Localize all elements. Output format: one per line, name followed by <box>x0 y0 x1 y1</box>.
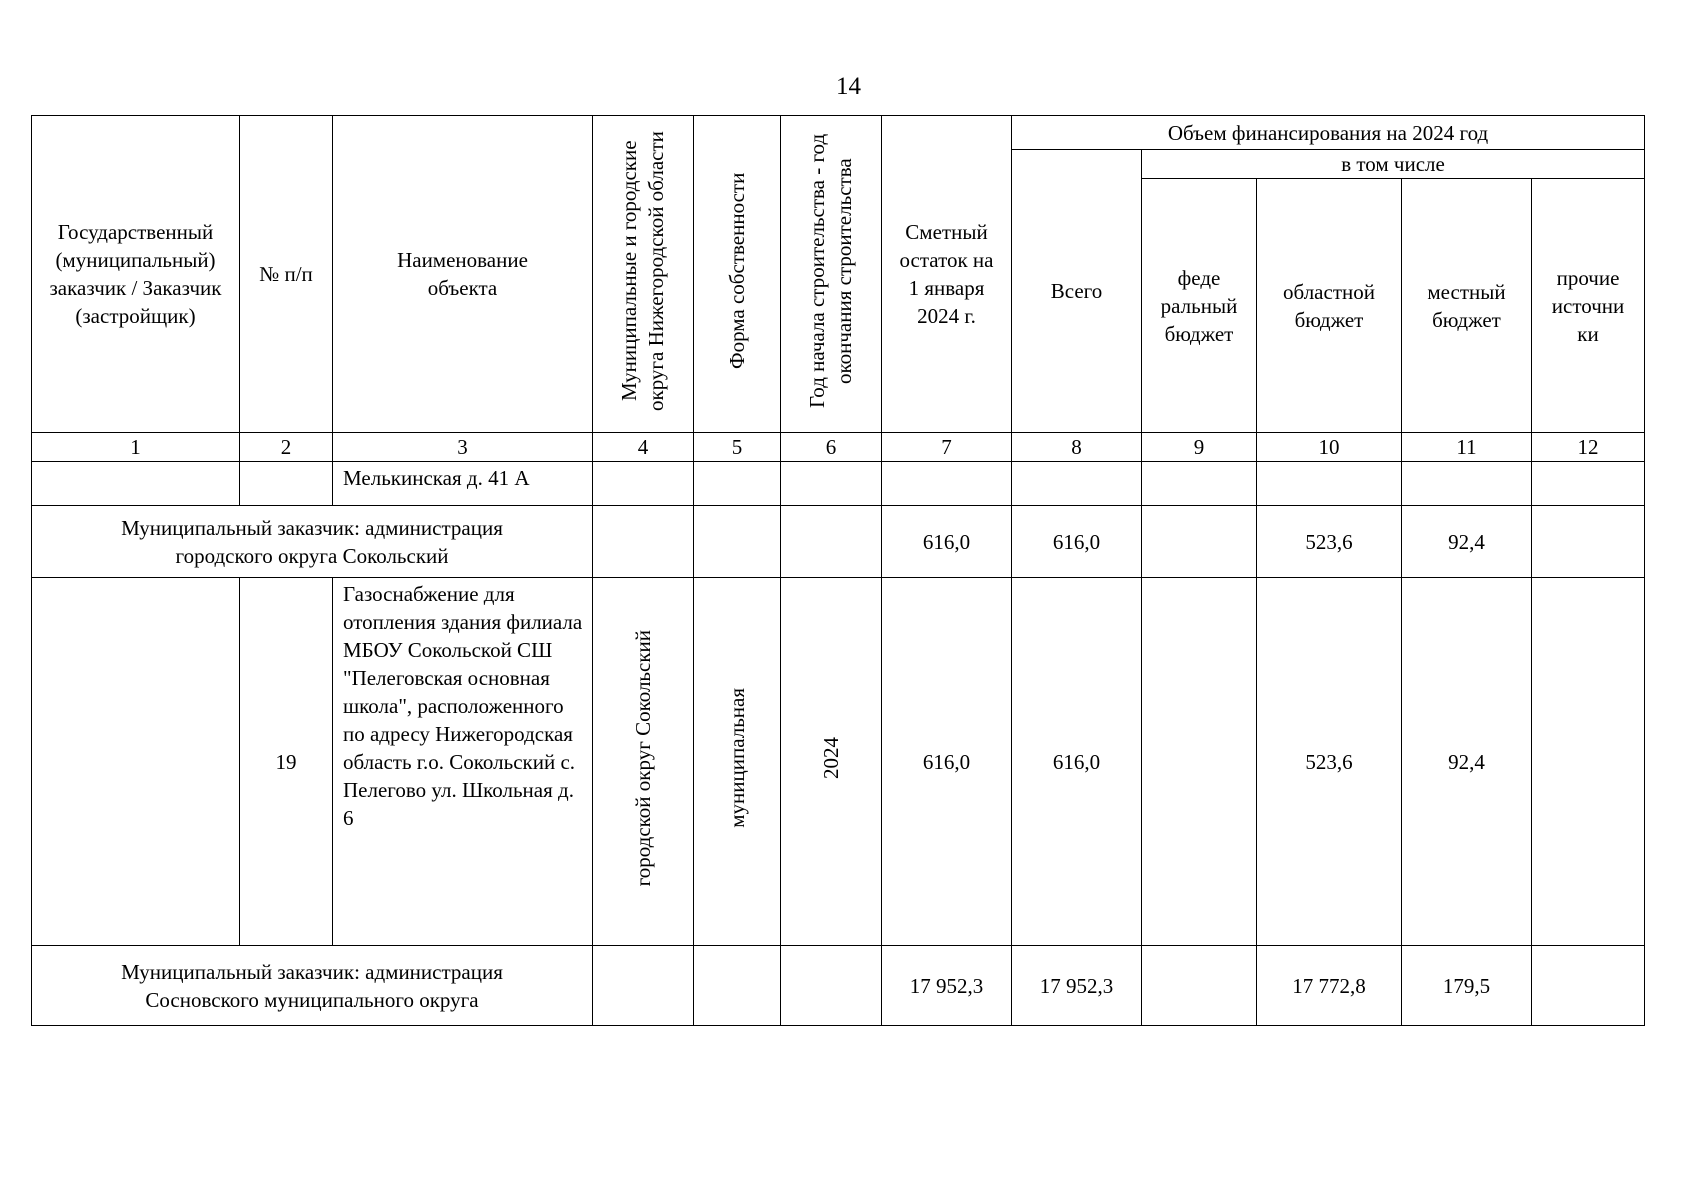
years-text: 2024 <box>818 737 843 779</box>
regional-value: 523,6 <box>1257 578 1402 946</box>
cell-empty <box>593 946 694 1026</box>
header-total: Всего <box>1012 150 1142 433</box>
cell-empty <box>593 506 694 578</box>
column-number: 5 <box>694 433 781 462</box>
table-row <box>32 462 1645 506</box>
total-value: 616,0 <box>1012 578 1142 946</box>
column-number: 2 <box>240 433 333 462</box>
estimate-value: 616,0 <box>882 578 1012 946</box>
table-row <box>32 578 1645 946</box>
header-years-text: Год начала строительства - год окончания строительства <box>805 133 856 408</box>
cell-empty <box>1532 462 1645 506</box>
cell-empty <box>32 578 240 946</box>
ownership-cell <box>694 578 781 946</box>
regional-value: 523,6 <box>1257 506 1402 578</box>
page-number: 14 <box>836 73 861 100</box>
total-value: 17 952,3 <box>1012 946 1142 1026</box>
column-number: 1 <box>32 433 240 462</box>
cell-empty <box>1012 462 1142 506</box>
cell-empty <box>1402 462 1532 506</box>
cell-empty <box>781 506 882 578</box>
object-name-continuation: Мелькинская д. 41 А <box>333 462 593 506</box>
subtotal-label-text: Муниципальный заказчик: администрация городского округа Сокольский <box>121 515 503 568</box>
local-value: 179,5 <box>1402 946 1532 1026</box>
cell-empty <box>240 462 333 506</box>
estimate-value: 616,0 <box>882 506 1012 578</box>
header-ownership <box>694 116 781 433</box>
column-number: 8 <box>1012 433 1142 462</box>
federal-value <box>1142 946 1257 1026</box>
column-number: 3 <box>333 433 593 462</box>
column-number: 7 <box>882 433 1012 462</box>
header-years <box>781 116 882 433</box>
table-row <box>32 506 1645 578</box>
header-estimate <box>882 116 1012 433</box>
cell-empty <box>882 462 1012 506</box>
header-including: в том числе <box>1142 150 1645 179</box>
header-municipality-text: Муниципальные и городские округа Нижегородской области <box>617 130 668 411</box>
column-number: 9 <box>1142 433 1257 462</box>
municipality-text: городской округ Сокольский <box>630 629 655 887</box>
header-local-text: местный бюджет <box>1427 279 1506 332</box>
total-value: 616,0 <box>1012 506 1142 578</box>
federal-value <box>1142 506 1257 578</box>
cell-empty <box>593 462 694 506</box>
header-local <box>1402 179 1532 433</box>
other-value <box>1532 946 1645 1026</box>
ownership-text: муниципальная <box>724 688 749 828</box>
header-federal <box>1142 179 1257 433</box>
cell-empty <box>694 462 781 506</box>
cell-empty <box>781 462 882 506</box>
header-municipality <box>593 116 694 433</box>
column-number: 10 <box>1257 433 1402 462</box>
regional-value: 17 772,8 <box>1257 946 1402 1026</box>
header-funding: Объем финансирования на 2024 год <box>1012 116 1645 150</box>
local-value: 92,4 <box>1402 578 1532 946</box>
header-other <box>1532 179 1645 433</box>
cell-empty <box>781 946 882 1026</box>
column-number: 11 <box>1402 433 1532 462</box>
column-number: 12 <box>1532 433 1645 462</box>
item-number: 19 <box>240 578 333 946</box>
header-regional-text: областной бюджет <box>1283 279 1375 332</box>
header-customer: Государственный (муниципальный) заказчик / Заказчик (застройщик) <box>32 116 240 433</box>
financing-table <box>31 115 1645 1026</box>
header-num: № п/п <box>240 116 333 433</box>
header-regional <box>1257 179 1402 433</box>
estimate-value: 17 952,3 <box>882 946 1012 1026</box>
object-name: Газоснабжение для отопления здания филиала МБОУ Сокольской СШ "Пелеговская основная школа", расположенного по адресу Нижегородская область г.о. Сокольский с. Пелегово ул. Школьная д. 6 <box>333 578 593 946</box>
cell-empty <box>1142 462 1257 506</box>
header-estimate-text: Сметный остаток на 1 января 2024 г. <box>899 220 994 328</box>
cell-empty <box>694 946 781 1026</box>
federal-value <box>1142 578 1257 946</box>
municipality-cell <box>593 578 694 946</box>
header-ownership-text: Форма собственности <box>724 172 749 369</box>
subtotal-label <box>32 946 593 1026</box>
cell-empty <box>32 462 240 506</box>
column-number: 6 <box>781 433 882 462</box>
table-row <box>32 946 1645 1026</box>
other-value <box>1532 578 1645 946</box>
other-value <box>1532 506 1645 578</box>
cell-empty <box>694 506 781 578</box>
header-federal-text: феде ральный бюджет <box>1160 265 1238 346</box>
local-value: 92,4 <box>1402 506 1532 578</box>
years-cell <box>781 578 882 946</box>
header-object-name-text: Наименование объекта <box>397 248 528 300</box>
subtotal-label-text: Муниципальный заказчик: администрация Сосновского муниципального округа <box>121 959 503 1012</box>
subtotal-label <box>32 506 593 578</box>
header-object-name <box>333 116 593 433</box>
column-number: 4 <box>593 433 694 462</box>
cell-empty <box>1257 462 1402 506</box>
header-other-text: прочие источни ки <box>1551 265 1625 346</box>
